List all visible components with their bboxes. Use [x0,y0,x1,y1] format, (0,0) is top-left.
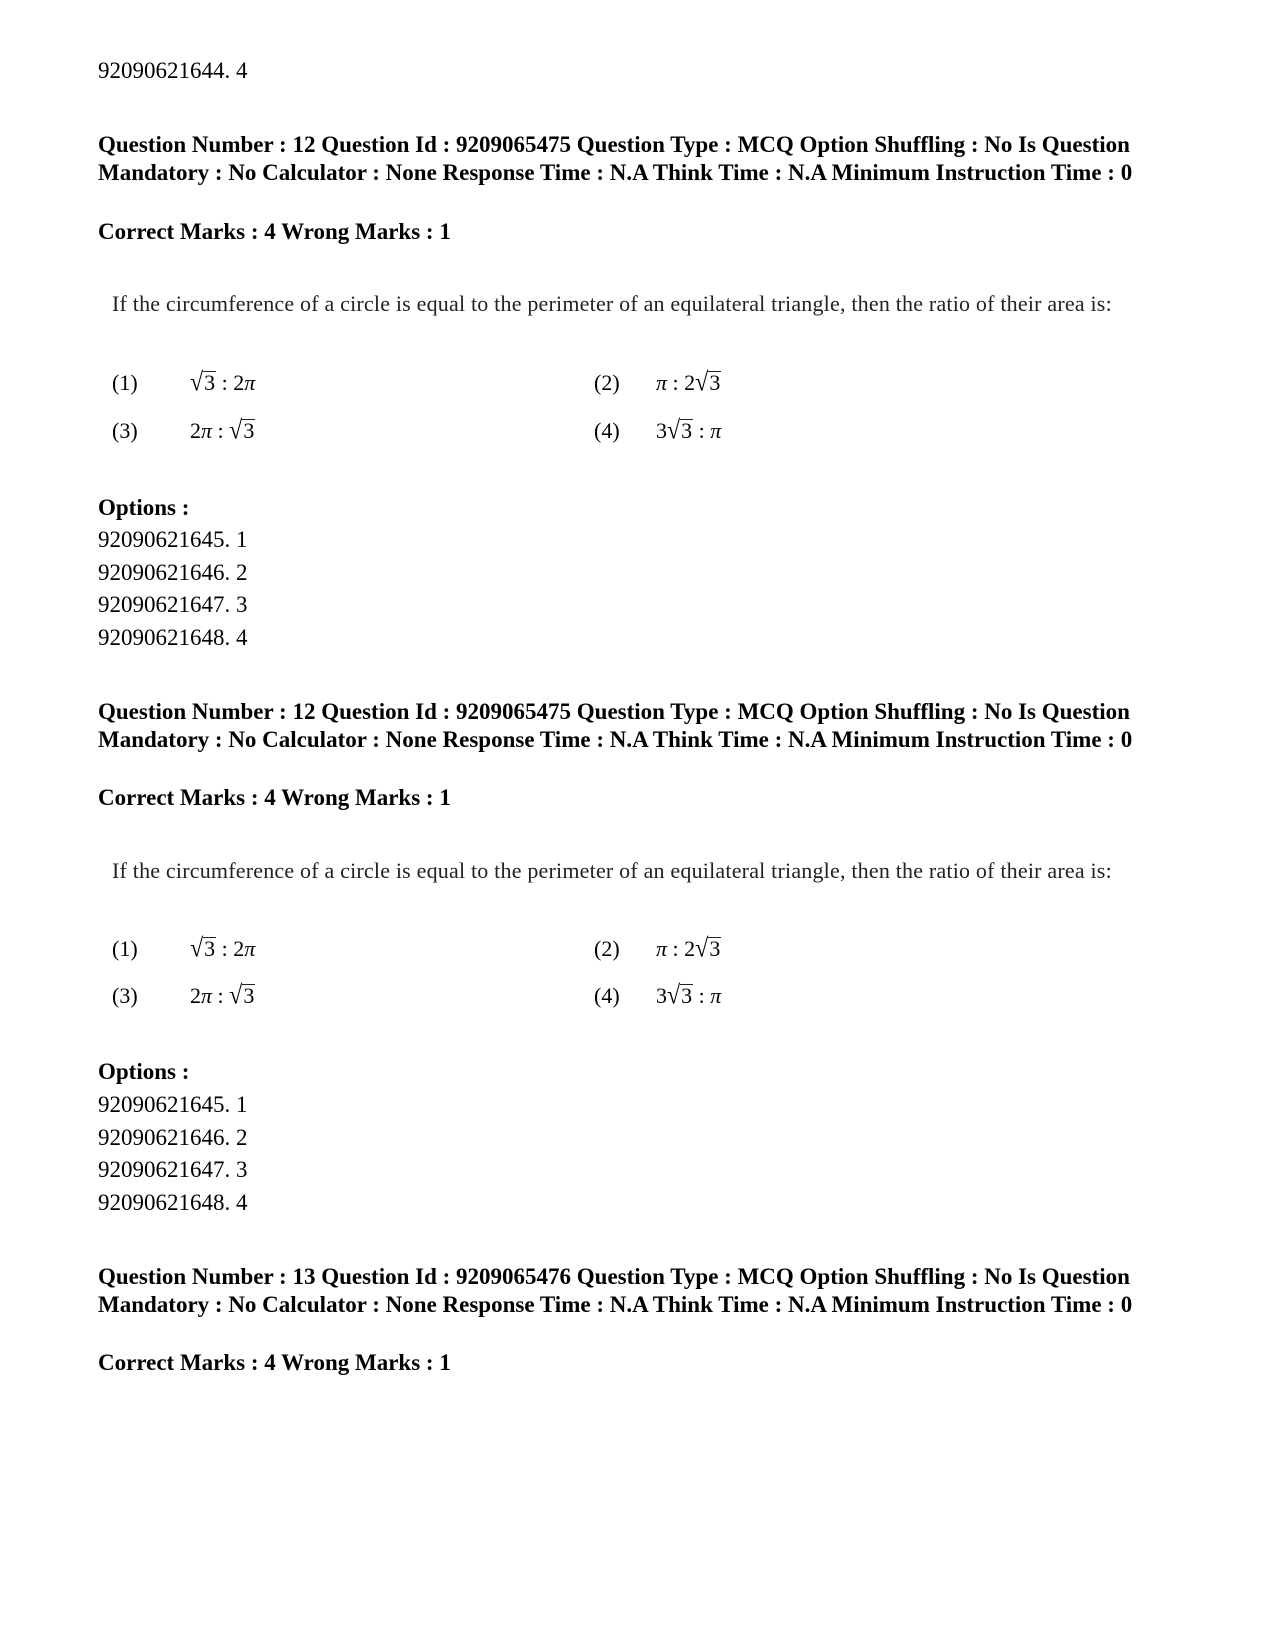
choice-1: (1) √3 : 2π [112,934,256,964]
choice-3: (3) 2π : √3 [112,416,255,446]
options-label: Options : [98,495,190,520]
choice-number: (3) [112,983,138,1008]
choice-4: (4) 3√3 : π [594,981,722,1011]
choice-number: (4) [594,983,620,1008]
question-text: If the circumference of a circle is equal to the perimeter of an equilateral triangle, then the ratio of their area is: [112,291,1112,316]
sqrt-symbol: √3 [667,416,693,446]
choice-2: (2) π : 2√3 [594,368,721,398]
sqrt-symbol: √3 [229,981,255,1011]
option-item: 92090621648. 4 [98,625,248,650]
question-meta: Question Number : 12 Question Id : 9209065475 Question Type : MCQ Option Shuffling : No Is Question Mandatory : No Calculator : None Response Time : N.A Think Time : N.A Minimum Instruction Time : 0 [98,132,1133,185]
choice-2: (2) π : 2√3 [594,934,721,964]
sqrt-symbol: √3 [229,416,255,446]
question-text: If the circumference of a circle is equal to the perimeter of an equilateral triangle, then the ratio of their area is: [112,858,1112,883]
sqrt-symbol: √3 [667,981,693,1011]
question-meta: Question Number : 13 Question Id : 9209065476 Question Type : MCQ Option Shuffling : No Is Question Mandatory : No Calculator : None Response Time : N.A Think Time : N.A Minimum Instruction Time : 0 [98,1264,1133,1317]
option-item: 92090621647. 3 [98,1157,248,1182]
question-meta: Question Number : 12 Question Id : 9209065475 Question Type : MCQ Option Shuffling : No Is Question Mandatory : No Calculator : None Response Time : N.A Think Time : N.A Minimum Instruction Time : 0 [98,699,1133,752]
answer-line: 92090621644. 4 [98,58,248,83]
sqrt-symbol: √3 [190,934,216,964]
sqrt-symbol: √3 [695,368,721,398]
sqrt-symbol: √3 [190,368,216,398]
choice-1: (1) √3 : 2π [112,368,256,398]
question-image [112,290,1122,318]
marks-line: Correct Marks : 4 Wrong Marks : 1 [98,219,451,244]
option-item: 92090621645. 1 [98,1092,248,1117]
choice-number: (2) [594,936,620,961]
choice-number: (4) [594,418,620,443]
question-image [112,857,1122,885]
option-item: 92090621646. 2 [98,1125,248,1150]
sqrt-symbol: √3 [695,934,721,964]
option-item: 92090621646. 2 [98,560,248,585]
option-item: 92090621645. 1 [98,527,248,552]
marks-line: Correct Marks : 4 Wrong Marks : 1 [98,785,451,810]
choice-number: (2) [594,370,620,395]
choice-4: (4) 3√3 : π [594,416,722,446]
option-item: 92090621648. 4 [98,1190,248,1215]
choice-number: (1) [112,370,138,395]
choice-number: (1) [112,936,138,961]
options-label: Options : [98,1059,190,1084]
choice-number: (3) [112,418,138,443]
choice-3: (3) 2π : √3 [112,981,255,1011]
marks-line: Correct Marks : 4 Wrong Marks : 1 [98,1350,451,1375]
option-item: 92090621647. 3 [98,592,248,617]
